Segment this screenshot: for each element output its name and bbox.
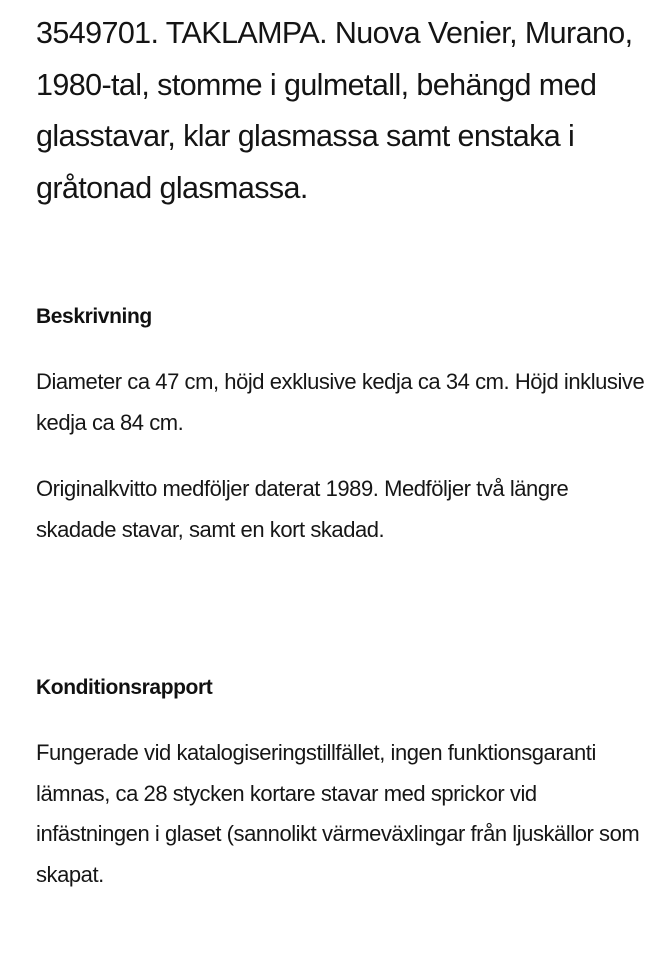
section-heading-beskrivning: Beskrivning xyxy=(36,305,152,328)
description-receipt-notes: Originalkvitto medföljer daterat 1989. Medföljer två längre skadade stavar, samt en kort skadad. xyxy=(36,476,569,542)
condition-report-text: Fungerade vid katalogiseringstillfället, ingen funktionsgaranti lämnas, ca 28 stycken kortare stavar med sprickor vid infästningen i glaset (sannolikt värmeväxlingar från ljuskällor som skapat. xyxy=(36,740,640,887)
section-heading-konditionsrapport: Konditionsrapport xyxy=(36,676,213,699)
lot-title: 3549701. TAKLAMPA. Nuova Venier, Murano, 1980-tal, stomme i gulmetall, behängd med glasstavar, klar glasmassa samt enstaka i gråtonad glasmassa. xyxy=(36,16,633,205)
description-dimensions: Diameter ca 47 cm, höjd exklusive kedja ca 34 cm. Höjd inklusive kedja ca 84 cm. xyxy=(36,369,645,435)
